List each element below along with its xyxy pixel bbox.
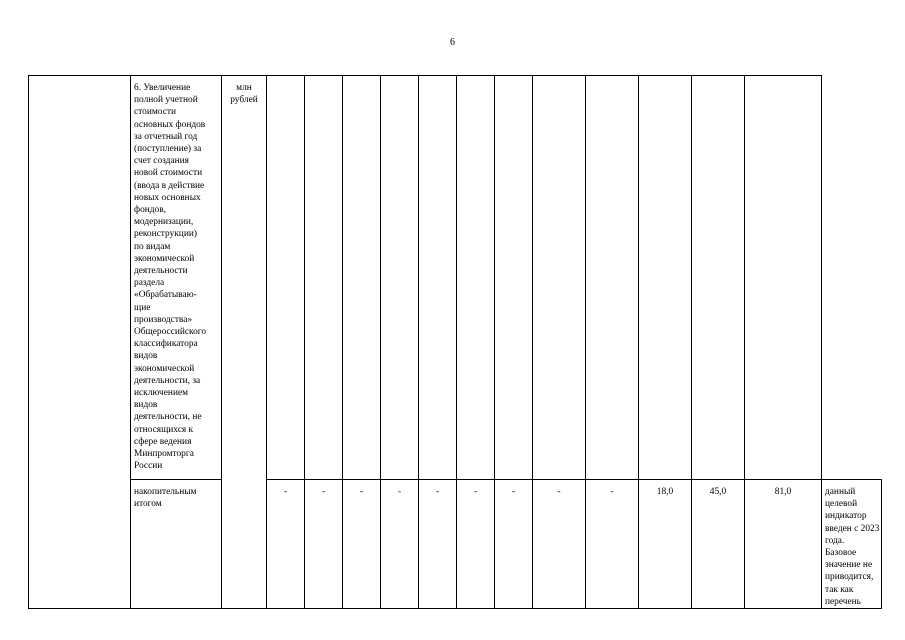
note-cell bbox=[745, 76, 822, 480]
value-11: 81,0 bbox=[774, 487, 792, 497]
unit-cell bbox=[222, 76, 267, 480]
indicator-name-line: экономической bbox=[134, 253, 195, 264]
value-cell bbox=[495, 480, 533, 609]
value-cell bbox=[419, 76, 457, 480]
indicator-name-line: сфере ведения bbox=[134, 436, 192, 447]
indicator-unit-line: рублей bbox=[230, 95, 258, 106]
indicator-name-line: по видам bbox=[134, 241, 171, 252]
indicator-name-line: новых основных bbox=[134, 192, 201, 203]
indicator-name-line: видов bbox=[134, 400, 158, 411]
program-cell bbox=[29, 480, 131, 609]
indicator-name-line: фондов, bbox=[134, 205, 167, 216]
value-cell bbox=[381, 480, 419, 609]
indicator-name-line: деятельности bbox=[134, 266, 188, 277]
value-cell bbox=[343, 76, 381, 480]
cumulative-label-line: накопительным bbox=[134, 487, 197, 497]
indicator-name-line: исключением bbox=[134, 388, 189, 399]
value-cell bbox=[381, 76, 419, 480]
indicator-name-line: экономической bbox=[134, 363, 195, 374]
indicator-name-line: (поступление) за bbox=[134, 144, 202, 155]
indicator-unit-line: млн bbox=[236, 83, 252, 93]
indicator-name-line: новой стоимости bbox=[134, 168, 203, 179]
indicator-name-line: реконструкции) bbox=[134, 229, 197, 240]
note-line: Базовое bbox=[825, 548, 857, 559]
value-cell bbox=[745, 480, 822, 609]
value-6: - bbox=[511, 487, 516, 497]
cumulative-note bbox=[822, 480, 881, 608]
indicator-name-line: «Обрабатываю- bbox=[134, 290, 197, 301]
indicator-name-line: Минпромторга bbox=[134, 449, 194, 460]
note-line: так как bbox=[825, 584, 854, 595]
indicator-name-line: счет создания bbox=[134, 156, 189, 167]
indicator-name-line: за отчетный год bbox=[134, 131, 198, 142]
indicator-name-line: России bbox=[134, 461, 163, 472]
unit-cell bbox=[222, 480, 267, 609]
indicator-name-line: деятельности, за bbox=[134, 375, 201, 386]
value-0: - bbox=[283, 487, 288, 497]
indicator-table bbox=[28, 75, 882, 609]
note-line: значение не bbox=[825, 560, 873, 571]
cumulative-label-cell bbox=[131, 480, 222, 609]
value-8: - bbox=[610, 487, 614, 497]
indicator-name-line: основных фондов bbox=[134, 119, 206, 130]
value-cell bbox=[586, 480, 639, 609]
indicator-name-line: видов bbox=[134, 351, 158, 362]
value-9: 18,0 bbox=[656, 487, 674, 497]
value-cell bbox=[495, 76, 533, 480]
note-cell bbox=[822, 480, 882, 609]
program-cell bbox=[29, 76, 131, 480]
indicator-name-line: раздела bbox=[134, 278, 165, 289]
value-cell bbox=[419, 480, 457, 609]
cumulative-row bbox=[29, 480, 882, 609]
note-line: целевой bbox=[825, 499, 858, 510]
value-cell bbox=[639, 76, 692, 480]
value-4: - bbox=[435, 487, 440, 497]
value-cell bbox=[692, 480, 745, 609]
indicator-name-line: Общероссийского bbox=[134, 327, 207, 338]
value-cell bbox=[692, 76, 745, 480]
value-cell bbox=[267, 76, 305, 480]
indicator-row bbox=[29, 76, 882, 480]
note-line: данный bbox=[825, 487, 856, 497]
value-cell bbox=[533, 76, 586, 480]
indicator-name-line: 6. Увеличение bbox=[134, 83, 191, 93]
indicator-unit bbox=[222, 76, 266, 106]
value-10: 45,0 bbox=[709, 487, 727, 497]
value-cell bbox=[457, 480, 495, 609]
value-cell bbox=[305, 76, 343, 480]
value-cell bbox=[586, 76, 639, 480]
value-5: - bbox=[473, 487, 478, 497]
value-cell bbox=[305, 480, 343, 609]
value-cell bbox=[457, 76, 495, 480]
note-line: года. bbox=[825, 535, 845, 546]
indicator-name-line: модернизации, bbox=[134, 217, 194, 228]
indicator-name-cell bbox=[131, 76, 222, 480]
indicator-name-line: производства» bbox=[134, 314, 193, 325]
note-line: введен с 2023 bbox=[825, 523, 880, 534]
value-3: - bbox=[397, 487, 402, 497]
note-line: приводится, bbox=[825, 572, 874, 583]
value-7: - bbox=[557, 487, 561, 497]
note-line: перечень bbox=[825, 596, 861, 607]
indicator-name-line: (ввода в действие bbox=[134, 180, 205, 191]
indicator-name-line: щие bbox=[134, 302, 151, 313]
value-2: - bbox=[359, 487, 364, 497]
value-cell bbox=[533, 480, 586, 609]
cumulative-label bbox=[131, 480, 221, 510]
indicator-name bbox=[131, 76, 221, 473]
indicator-name-line: стоимости bbox=[134, 107, 176, 118]
indicator-name-line: полной учетной bbox=[134, 95, 198, 106]
value-1: - bbox=[321, 487, 326, 497]
cumulative-label-line: итогом bbox=[134, 499, 162, 510]
indicator-name-line: классификатора bbox=[134, 339, 198, 350]
value-cell bbox=[639, 480, 692, 609]
value-cell bbox=[267, 480, 305, 609]
page-number: 6 bbox=[450, 37, 455, 48]
note-line: индикатор bbox=[825, 511, 867, 522]
value-cell bbox=[343, 480, 381, 609]
indicator-name-line: относящихся к bbox=[134, 424, 194, 435]
indicator-name-line: деятельности, не bbox=[134, 412, 202, 423]
